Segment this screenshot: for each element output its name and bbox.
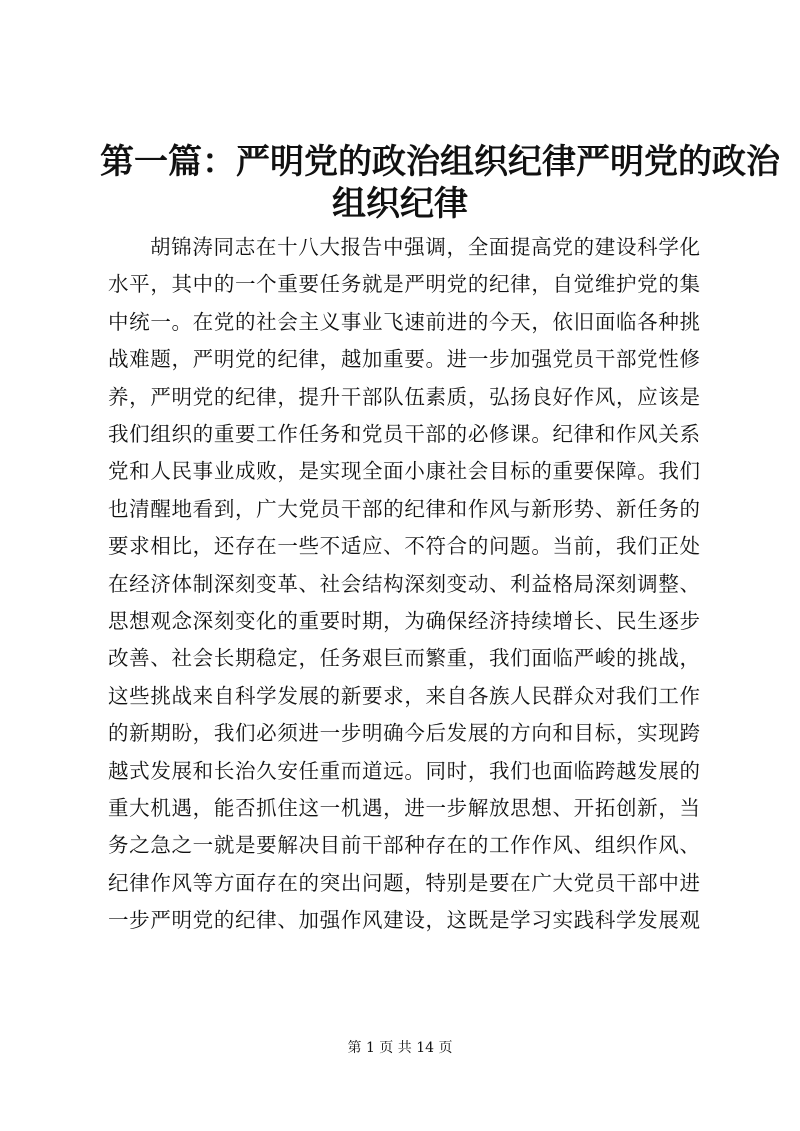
- paragraph-line: 重大机遇，能否抓住这一机遇，进一步解放思想、开拓创新，当: [108, 796, 700, 820]
- document-title-line-2: 组织纪律: [332, 184, 468, 224]
- paragraph-line: 我们组织的重要工作任务和党员干部的必修课。纪律和作风关系: [108, 422, 700, 446]
- paragraph-line: 越式发展和长治久安任重而道远。同时，我们也面临跨越发展的: [108, 758, 700, 783]
- paragraph-line: 这些挑战来自科学发展的新要求，来自各族人民群众对我们工作: [108, 683, 700, 708]
- paragraph-line: 改善、社会长期稳定，任务艰巨而繁重，我们面临严峻的挑战，: [108, 646, 700, 671]
- paragraph-line: 的新期盼，我们必须进一步明确今后发展的方向和目标，实现跨: [108, 721, 700, 746]
- paragraph-line: 务之急之一就是要解决目前干部种存在的工作作风、组织作风、: [108, 833, 700, 858]
- paragraph-line: 一步严明党的纪律、加强作风建设，这既是学习实践科学发展观: [108, 908, 700, 933]
- paragraph-line: 也清醒地看到，广大党员干部的纪律和作风与新形势、新任务的: [108, 496, 700, 521]
- paragraph-line: 养，严明党的纪律，提升干部队伍素质，弘扬良好作风，应该是: [108, 384, 700, 409]
- paragraph-line: 在经济体制深刻变革、社会结构深刻变动、利益格局深刻调整、: [108, 571, 700, 596]
- paragraph-line: 要求相比，还存在一些不适应、不符合的问题。当前，我们正处: [108, 534, 700, 559]
- paragraph-line: 党和人民事业成败，是实现全面小康社会目标的重要保障。我们: [108, 459, 700, 484]
- paragraph-line: 思想观念深刻变化的重要时期，为确保经济持续增长、民生逐步: [108, 609, 700, 633]
- paragraph-line: 胡锦涛同志在十八大报告中强调，全面提高党的建设科学化: [150, 235, 700, 259]
- paragraph-line: 水平，其中的一个重要任务就是严明党的纪律，自觉维护党的集: [108, 272, 700, 297]
- paragraph-line: 中统一。在党的社会主义事业飞速前进的今天，依旧面临各种挑: [108, 309, 700, 334]
- document-title-line-1: 第一篇：严明党的政治组织纪律严明党的政治: [100, 142, 780, 182]
- paragraph-line: 战难题，严明党的纪律，越加重要。进一步加强党员干部党性修: [108, 347, 700, 372]
- paragraph-line: 纪律作风等方面存在的突出问题，特别是要在广大党员干部中进: [108, 870, 700, 895]
- page-footer: 第 1 页 共 14 页: [347, 1040, 453, 1056]
